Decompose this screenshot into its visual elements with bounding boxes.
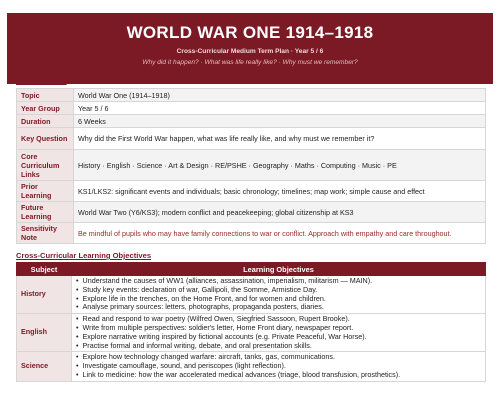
list-item: • Write from multiple perspectives: soldier's letter, Home Front diary, newspaper report. [76, 324, 481, 333]
row-value: History · English · Science · Art & Design · RE/PSHE · Geography · Maths · Computing · Music · PE [74, 150, 486, 181]
list-item: • Understand the causes of WW1 (alliances, assassination, imperialism, militarism — MAIN). [76, 277, 481, 286]
table-row [17, 102, 486, 115]
table-row [17, 352, 486, 381]
list-item: • Study key events: declaration of war, Gallipoli, the Somme, Armistice Day. [76, 286, 481, 295]
row-value: World War Two (Y6/KS3); modern conflict and peacekeeping; global citizenship at KS3 [74, 202, 486, 223]
page-title: WORLD WAR ONE 1914–1918 [126, 23, 374, 42]
row-value: KS1/LKS2: significant events and individuals; basic chronology; timelines; map work; simple cause and effect [74, 181, 486, 202]
row-value: Year 5 / 6 [74, 102, 486, 115]
row-label: Sensitivity Note [17, 223, 74, 244]
table-row [17, 314, 486, 352]
row-value: 6 Weeks [74, 115, 486, 128]
table-row [17, 128, 486, 150]
row-label: Year Group [17, 102, 74, 115]
list-item: • Read and respond to war poetry (Wilfred Owen, Siegfried Sassoon, Rupert Brooke). [76, 315, 481, 324]
objectives-list [72, 352, 486, 381]
row-label: Future Learning [17, 202, 74, 223]
unit-overview-heading: Unit Overview [16, 76, 67, 85]
table-row [17, 223, 486, 244]
unit-overview-table [16, 88, 486, 244]
table-row [17, 276, 486, 314]
sensitivity-note-value: Be mindful of pupils who may have family connections to war or conflict. Approach with empathy and care throughout. [74, 223, 486, 244]
key-questions: Why did it happen? · What was life really like? · Why must we remember? [142, 59, 358, 66]
list-item: • Analyse primary sources: letters, photographs, propaganda posters, diaries. [76, 303, 481, 312]
row-label: Duration [17, 115, 74, 128]
table-row [17, 89, 486, 102]
list-item: • Investigate camouflage, sound, and periscopes (light reflection). [76, 362, 481, 371]
list-item: • Explore narrative writing inspired by fictional accounts (e.g. Private Peaceful, War Horse). [76, 333, 481, 342]
row-value: Why did the First World War happen, what was life really like, and why must we remember it? [74, 128, 486, 150]
table-row [17, 181, 486, 202]
row-value: World War One (1914–1918) [74, 89, 486, 102]
table-header-row [17, 263, 486, 276]
subject-science: Science [17, 352, 72, 381]
table-row [17, 115, 486, 128]
objectives-list [72, 314, 486, 352]
list-item: • Explore life in the trenches, on the Home Front, and for women and children. [76, 295, 481, 304]
row-label: Prior Learning [17, 181, 74, 202]
row-label: Key Question [17, 128, 74, 150]
subject-column-header: Subject [17, 263, 72, 276]
row-label: Topic [17, 89, 74, 102]
objectives-heading: Cross-Curricular Learning Objectives [16, 251, 152, 260]
learning-objectives-table [16, 262, 486, 382]
objectives-column-header: Learning Objectives [72, 263, 486, 276]
title-banner [7, 13, 493, 84]
row-label: Core Curriculum Links [17, 150, 74, 181]
table-row [17, 150, 486, 181]
list-item: • Explore how technology changed warfare: aircraft, tanks, gas, communications. [76, 353, 481, 362]
objectives-list [72, 276, 486, 314]
list-item: • Practise formal and informal writing, debate, and oral presentation skills. [76, 342, 481, 351]
subject-english: English [17, 314, 72, 352]
subject-history: History [17, 276, 72, 314]
list-item: • Link to medicine: how the war accelerated medical advances (triage, blood transfusion, prosthetics). [76, 371, 481, 380]
page-subtitle: Cross-Curricular Medium Term Plan · Year 5 / 6 [176, 48, 324, 55]
table-row [17, 202, 486, 223]
